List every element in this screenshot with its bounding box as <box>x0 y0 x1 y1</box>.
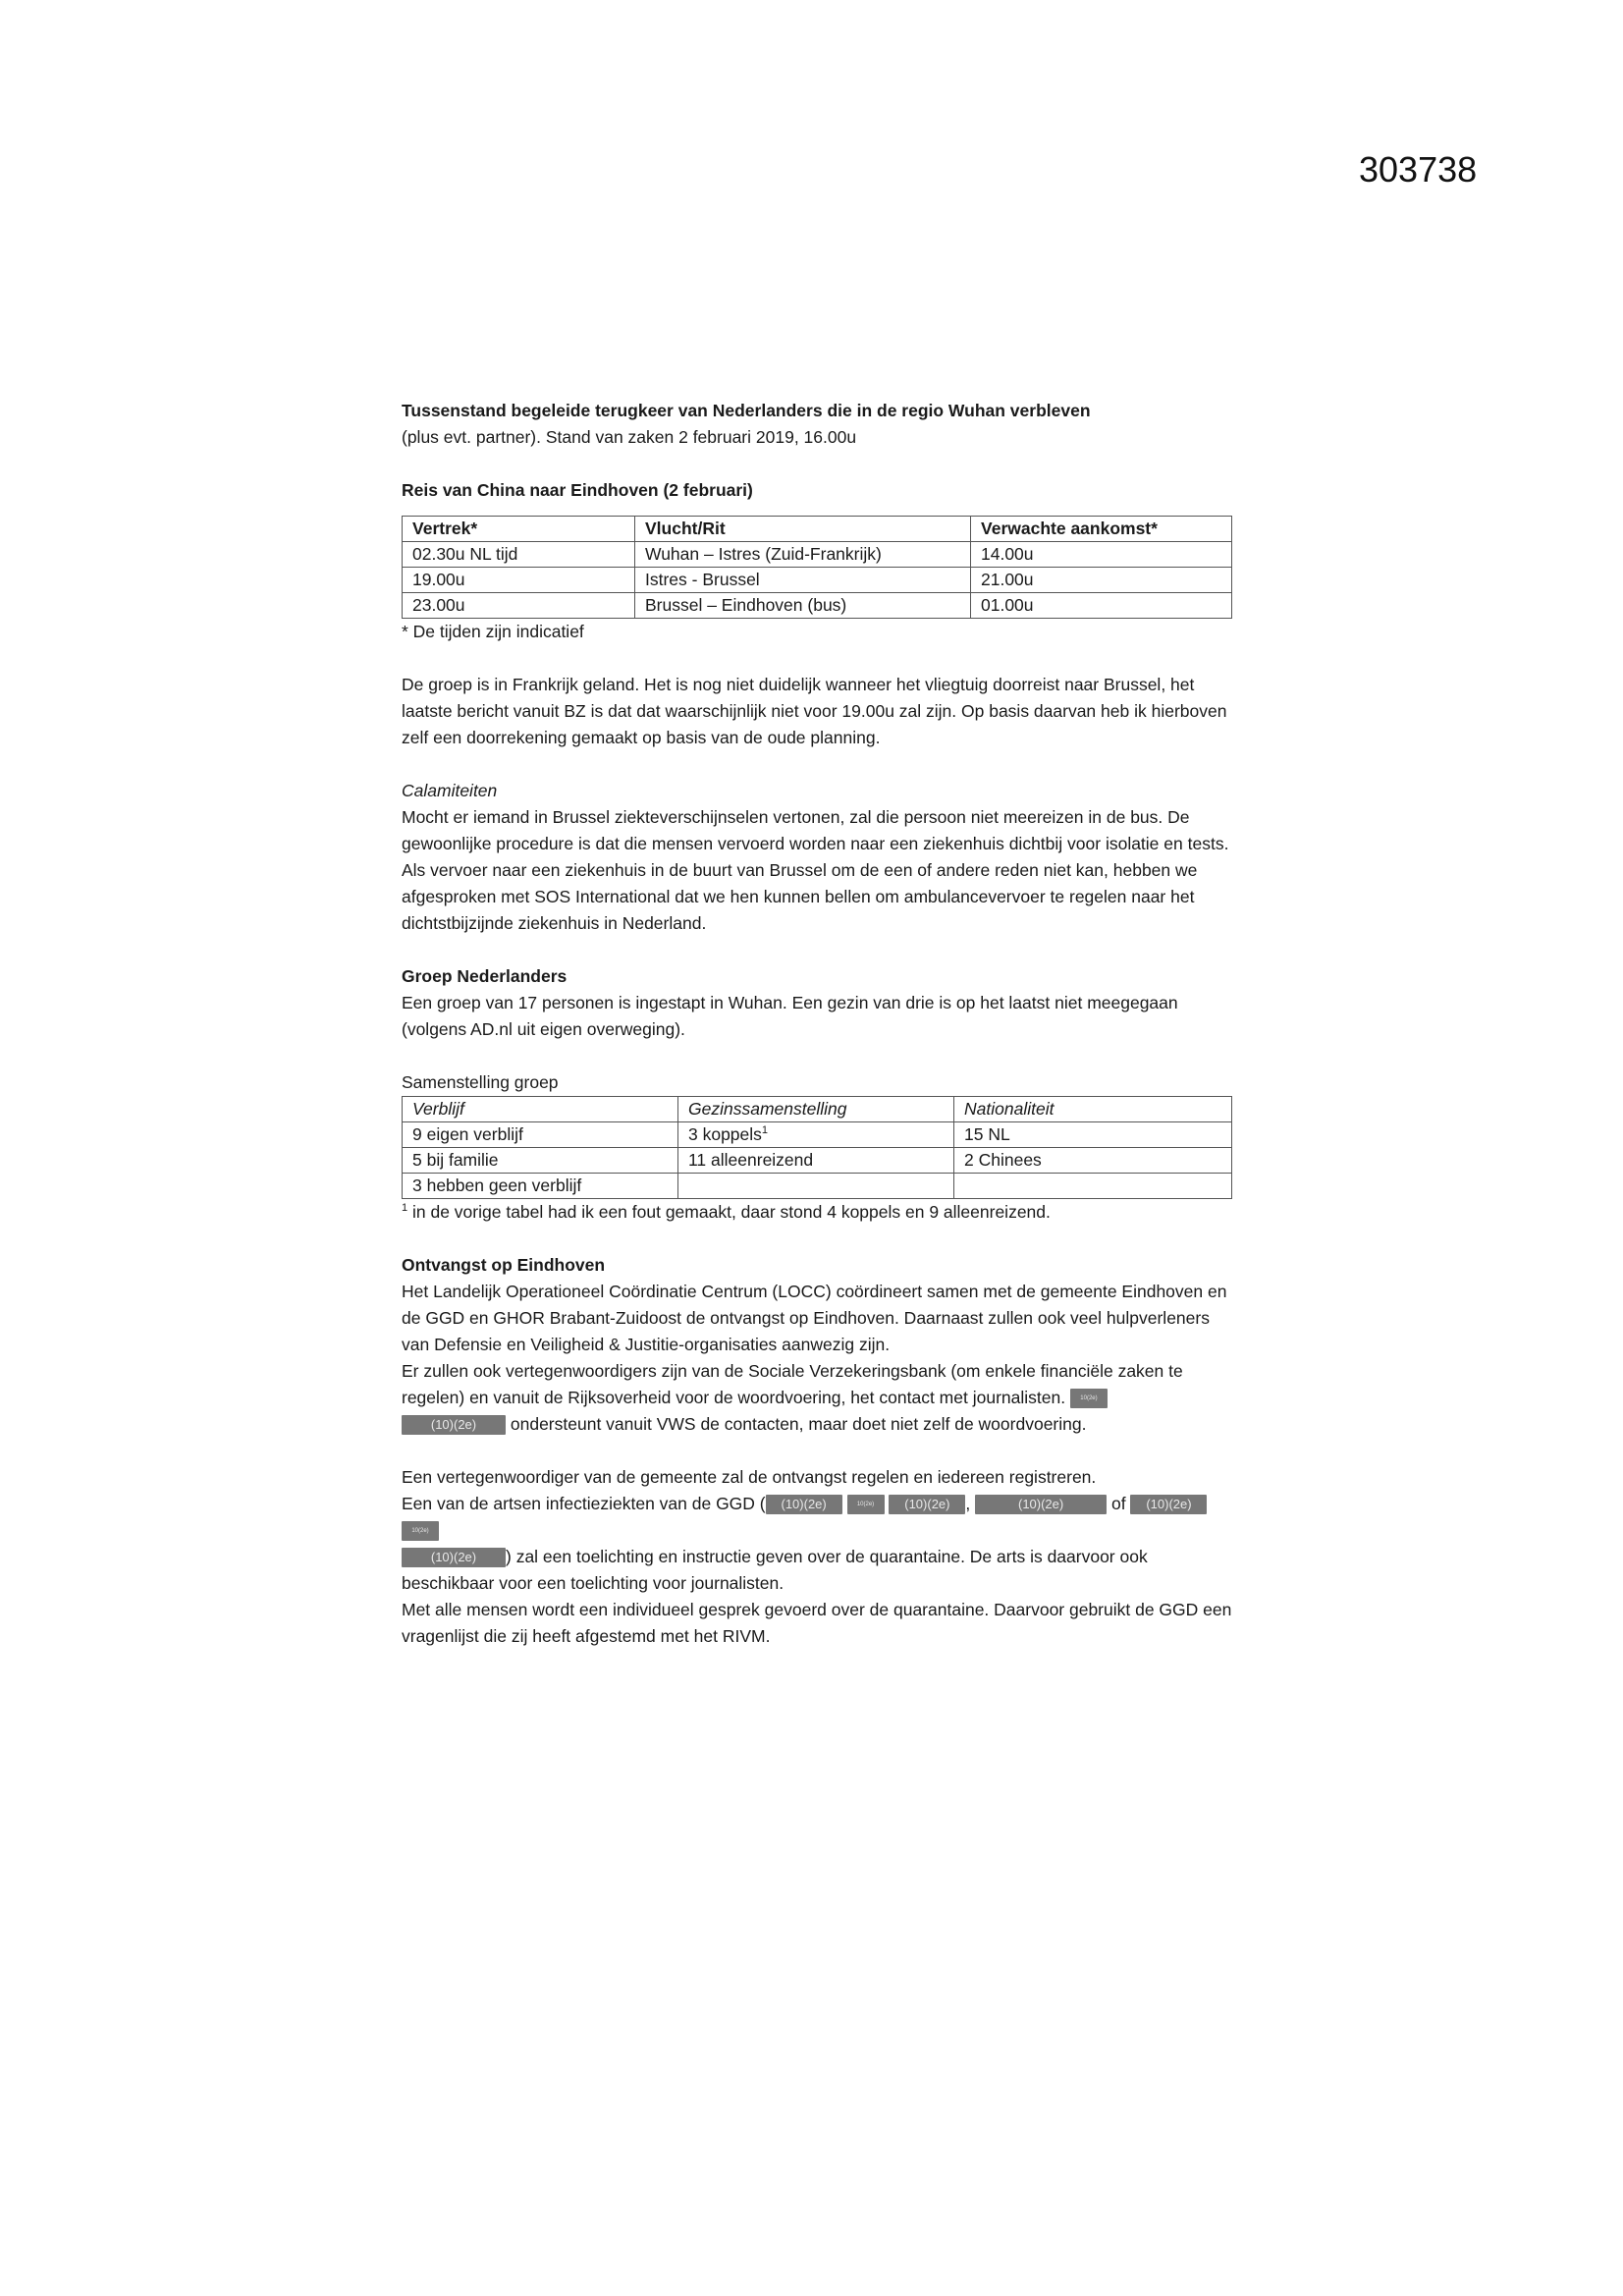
table-cell: Brussel – Eindhoven (bus) <box>635 593 971 619</box>
calamities-heading: Calamiteiten <box>402 781 498 800</box>
title-line-1: Tussenstand begeleide terugkeer van Nederlanders die in de regio Wuhan verbleven <box>402 401 1091 420</box>
travel-note: * De tijden zijn indicatief <box>402 622 584 641</box>
table-header: Vertrek* <box>403 517 635 542</box>
redaction-block: 10(2e) <box>847 1495 885 1514</box>
table-header: Verblijf <box>403 1097 678 1122</box>
redaction-block: 10(2e) <box>402 1521 439 1541</box>
reception-text-3: Een vertegenwoordiger van de gemeente zal de ontvangst regelen en iedereen registreren. <box>402 1467 1097 1487</box>
reception-text-2 <box>402 1358 1236 1438</box>
table-cell: 15 NL <box>954 1122 1232 1148</box>
cell-text: 3 koppels <box>688 1124 762 1144</box>
table-header: Nationaliteit <box>954 1097 1232 1122</box>
document-number: 303738 <box>1359 149 1478 190</box>
table-cell: Wuhan – Istres (Zuid-Frankrijk) <box>635 542 971 568</box>
composition-footnote <box>402 1199 1236 1226</box>
group-text: Een groep van 17 personen is ingestapt in Wuhan. Een gezin van drie is op het laatst niet meegegaan (volgens AD.nl uit eigen overweging). <box>402 993 1178 1039</box>
table-row <box>403 1148 1232 1174</box>
composition-label: Samenstelling groep <box>402 1072 559 1092</box>
reception-text-4a: Een van de artsen infectieziekten van de GGD ( <box>402 1494 766 1513</box>
table-cell: 5 bij familie <box>403 1148 678 1174</box>
document-body <box>402 398 1236 1650</box>
table-cell: 23.00u <box>403 593 635 619</box>
table-row <box>403 542 1232 568</box>
calamities-text: Mocht er iemand in Brussel ziekteverschijnselen vertonen, zal die persoon niet meereizen in de bus. De gewoonlijke procedure is dat die mensen vervoerd worden naar een ziekenhuis dichtbij voor isolatie en tests. Als vervoer naar een ziekenhuis in de buurt van Brussel om de een of andere reden niet kan, hebben we afgesproken met SOS International dat we hen kunnen bellen om ambulancevervoer te regelen naar het dichtstbijzijnde ziekenhuis in Nederland. <box>402 807 1229 933</box>
table-cell: 19.00u <box>403 568 635 593</box>
table-cell: 21.00u <box>971 568 1232 593</box>
table-header-row <box>403 1097 1232 1122</box>
table-row <box>403 1174 1232 1199</box>
table-cell <box>678 1174 954 1199</box>
footnote-text: in de vorige tabel had ik een fout gemaakt, daar stond 4 koppels en 9 alleenreizend. <box>412 1202 1051 1222</box>
table-cell: 9 eigen verblijf <box>403 1122 678 1148</box>
redaction-block: (10)(2e) <box>1130 1495 1207 1514</box>
travel-heading: Reis van China naar Eindhoven (2 februari) <box>402 480 753 500</box>
table-cell: 01.00u <box>971 593 1232 619</box>
table-row <box>403 568 1232 593</box>
table-header: Gezinssamenstelling <box>678 1097 954 1122</box>
table-row <box>403 593 1232 619</box>
table-cell <box>678 1122 954 1148</box>
table-cell: 14.00u <box>971 542 1232 568</box>
composition-table <box>402 1096 1232 1199</box>
reception-text-4-of: of <box>1110 1494 1126 1513</box>
footnote-marker: 1 <box>402 1202 408 1215</box>
reception-text-4: Een van de artsen infectieziekten van de GGD ( (10)(2e) 10(2e) (10)(2e) , (10)(2e) of (10)(2e) 10(2e) (10)(2e) ) zal een toelichting en instructie geven over de quarantaine. De arts is daarvoor ook beschikbaar voor een toelichting voor journalisten. <box>402 1491 1236 1597</box>
travel-table <box>402 516 1232 619</box>
table-cell: 2 Chinees <box>954 1148 1232 1174</box>
table-cell: 3 hebben geen verblijf <box>403 1174 678 1199</box>
table-cell: 11 alleenreizend <box>678 1148 954 1174</box>
reception-text-5: Met alle mensen wordt een individueel gesprek gevoerd over de quarantaine. Daarvoor gebruikt de GGD een vragenlijst die zij heeft afgestemd met het RIVM. <box>402 1600 1232 1646</box>
redaction-block: (10)(2e) <box>766 1495 842 1514</box>
reception-heading: Ontvangst op Eindhoven <box>402 1255 606 1275</box>
table-cell <box>954 1174 1232 1199</box>
table-row <box>403 1122 1232 1148</box>
paragraph-france: De groep is in Frankrijk geland. Het is nog niet duidelijk wanneer het vliegtuig doorreist naar Brussel, het laatste bericht vanuit BZ is dat dat waarschijnlijk niet voor 19.00u zal zijn. Op basis daarvan heb ik hierboven zelf een doorrekening gemaakt op basis van de oude planning. <box>402 675 1227 747</box>
redaction-block: 10(2e) <box>1070 1389 1108 1408</box>
footnote-ref: 1 <box>761 1124 769 1137</box>
table-header: Vlucht/Rit <box>635 517 971 542</box>
table-cell: Istres - Brussel <box>635 568 971 593</box>
redaction-block: (10)(2e) <box>402 1415 506 1435</box>
redaction-block: (10)(2e) <box>975 1495 1107 1514</box>
redaction-block: (10)(2e) <box>889 1495 965 1514</box>
redaction-block: (10)(2e) <box>402 1548 506 1567</box>
reception-text-2a: Er zullen ook vertegenwoordigers zijn van de Sociale Verzekeringsbank (om enkele financiële zaken te regelen) en vanuit de Rijksoverheid voor de woordvoering, het contact met journalisten. <box>402 1361 1183 1407</box>
table-header: Verwachte aankomst* <box>971 517 1232 542</box>
reception-text-1: Het Landelijk Operationeel Coördinatie Centrum (LOCC) coördineert samen met de gemeente Eindhoven en de GGD en GHOR Brabant-Zuidoost de ontvangst op Eindhoven. Daarnaast zullen ook veel hulpverleners van Defensie en Veiligheid & Justitie-organisaties aanwezig zijn. <box>402 1282 1227 1354</box>
table-cell: 02.30u NL tijd <box>403 542 635 568</box>
title-line-2: (plus evt. partner). Stand van zaken 2 februari 2019, 16.00u <box>402 427 857 447</box>
reception-text-4b: ) zal een toelichting en instructie geven over de quarantaine. De arts is daarvoor ook beschikbaar voor een toelichting voor journalisten. <box>402 1547 1148 1593</box>
table-header-row <box>403 517 1232 542</box>
reception-text-2b: ondersteunt vanuit VWS de contacten, maar doet niet zelf de woordvoering. <box>510 1414 1087 1434</box>
group-heading: Groep Nederlanders <box>402 966 568 986</box>
